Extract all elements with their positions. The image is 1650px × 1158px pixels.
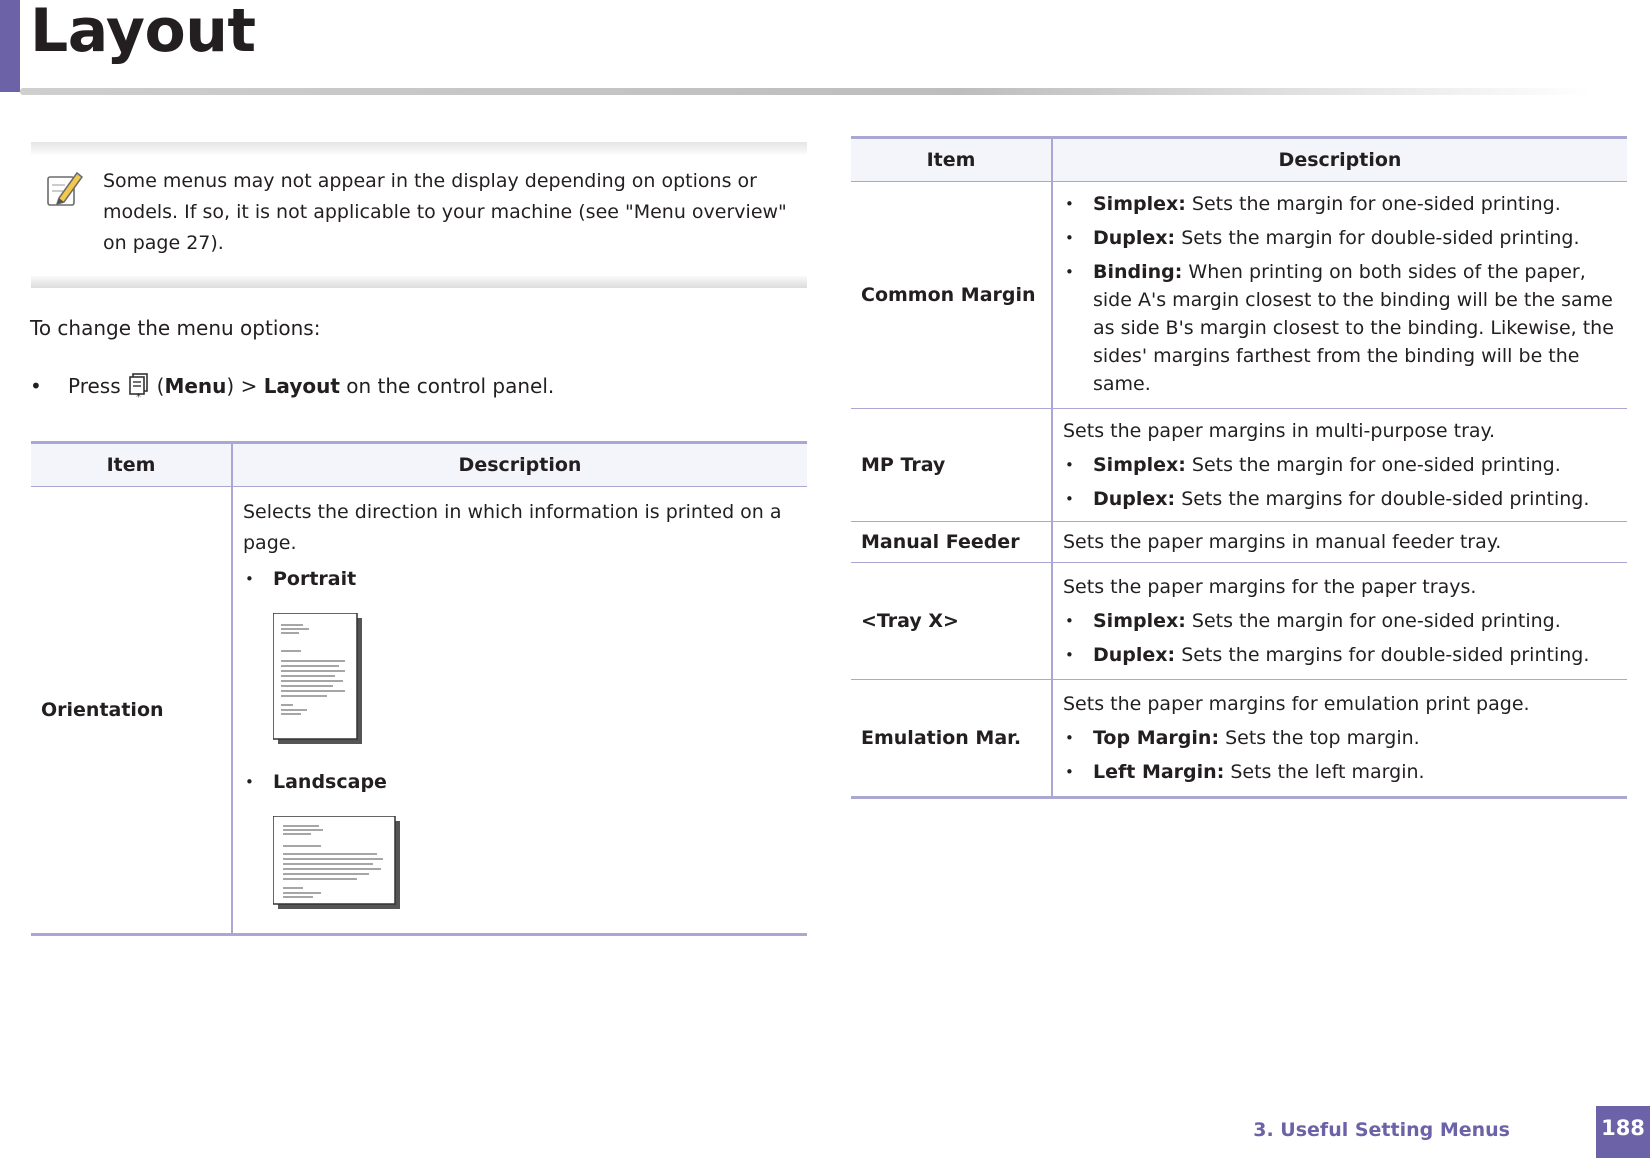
step-open-paren: ( xyxy=(156,374,165,398)
list-item: • Simplex: Sets the margin for one-sided printing. xyxy=(1065,193,1561,215)
table-header-row xyxy=(31,443,807,487)
step-suffix: on the control panel. xyxy=(346,374,555,398)
table-row xyxy=(851,680,1627,798)
header-item: Item xyxy=(31,443,232,487)
bullet-text: Sets the margin for one-sided printing. xyxy=(1191,610,1561,632)
bullet-text: Sets the margin for one-sided printing. xyxy=(1191,454,1561,476)
margin-table xyxy=(851,136,1627,799)
list-item: • Duplex: Sets the margins for double-sided printing. xyxy=(1065,644,1590,666)
row-item-mp-tray: MP Tray xyxy=(851,409,1052,522)
row-item-emulation-mar: Emulation Mar. xyxy=(851,680,1052,798)
row-desc-common-margin xyxy=(1052,182,1627,409)
note-box xyxy=(31,142,807,288)
footer-chapter: 3. Useful Setting Menus xyxy=(1253,1119,1510,1141)
portrait-page-image xyxy=(273,613,365,747)
bullet-label: Top Margin: xyxy=(1093,727,1220,749)
note-text: Some menus may not appear in the display depending on options or models. If so, it is not applicable to your machine (see "Menu overview" on page 27). xyxy=(103,170,787,254)
row-intro: Sets the paper margins in multi-purpose tray. xyxy=(1063,420,1496,442)
bullet-label: Left Margin: xyxy=(1093,761,1225,783)
instruction-lead: To change the menu options: xyxy=(30,316,321,340)
svg-text:*: * xyxy=(135,392,141,400)
bullet-text: Sets the margin for one-sided printing. xyxy=(1191,193,1561,215)
bullet-label: Simplex: xyxy=(1093,454,1186,476)
header-description: Description xyxy=(1052,138,1627,182)
option-landscape-label: Landscape xyxy=(273,771,387,793)
row-item-tray-x: <Tray X> xyxy=(851,563,1052,680)
bullet-label: Duplex: xyxy=(1093,227,1176,249)
list-item: • Simplex: Sets the margin for one-sided printing. xyxy=(1065,454,1561,476)
bullet-text: Sets the left margin. xyxy=(1230,761,1425,783)
list-item: • Simplex: Sets the margin for one-sided printing. xyxy=(1065,610,1561,632)
page-number-badge: 188 xyxy=(1596,1106,1650,1158)
row-desc-orientation xyxy=(232,487,807,935)
table-row xyxy=(851,522,1627,563)
list-item: • Duplex: Sets the margin for double-sided printing. xyxy=(1065,227,1580,249)
bullet-label: Duplex: xyxy=(1093,644,1176,666)
list-item: • Left Margin: Sets the left margin. xyxy=(1065,761,1425,783)
row-item-orientation: Orientation xyxy=(31,487,232,935)
title-underline xyxy=(20,88,1590,95)
bullet-text: Sets the margins for double-sided printing. xyxy=(1181,488,1590,510)
table-row xyxy=(851,182,1627,409)
list-item: • Duplex: Sets the margins for double-sided printing. xyxy=(1065,488,1590,510)
pencil-note-icon xyxy=(45,168,83,208)
table-row xyxy=(851,563,1627,680)
list-item: • Binding: When printing on both sides of the paper, side A's margin closest to the binding will be the same as side B's margin closest to the binding. Likewise, the sides' margins farthest from the binding will be the same. xyxy=(1065,261,1614,395)
table-header-row xyxy=(851,138,1627,182)
row-desc-mp-tray xyxy=(1052,409,1627,522)
step-bullet: • xyxy=(30,374,42,398)
bullet-text: Sets the margins for double-sided printing. xyxy=(1181,644,1590,666)
row-desc-tray-x xyxy=(1052,563,1627,680)
orientation-desc: Selects the direction in which information is printed on a page. xyxy=(243,501,782,554)
landscape-page-image xyxy=(273,816,403,912)
menu-icon xyxy=(127,372,151,400)
bullet-label: Duplex: xyxy=(1093,488,1176,510)
row-desc-emulation-mar xyxy=(1052,680,1627,798)
row-intro: Sets the paper margins for the paper trays. xyxy=(1063,576,1477,598)
instruction-step xyxy=(30,372,554,400)
table-row xyxy=(851,409,1627,522)
header-description: Description xyxy=(232,443,807,487)
step-target-label: Layout xyxy=(263,374,340,398)
bullet-text: When printing on both sides of the paper, side A's margin closest to the binding will be the same as side B's margin closest to the binding. Likewise, the sides' margins farthest from the binding will be the same. xyxy=(1093,261,1614,395)
title-accent-bar xyxy=(0,0,20,92)
bullet-label: Simplex: xyxy=(1093,610,1186,632)
step-menu-label: Menu xyxy=(164,374,227,398)
page-title: Layout xyxy=(30,0,256,66)
bullet-label: Simplex: xyxy=(1093,193,1186,215)
option-portrait: • Portrait xyxy=(243,565,797,593)
list-item: • Top Margin: Sets the top margin. xyxy=(1065,727,1420,749)
step-prefix: Press xyxy=(68,374,121,398)
bullet-text: Sets the margin for double-sided printing. xyxy=(1181,227,1580,249)
table-row xyxy=(31,487,807,935)
row-item-manual-feeder: Manual Feeder xyxy=(851,522,1052,563)
option-portrait-label: Portrait xyxy=(273,568,357,590)
option-landscape: • Landscape xyxy=(243,768,797,796)
orientation-table xyxy=(31,441,807,936)
header-item: Item xyxy=(851,138,1052,182)
note-bottom-band xyxy=(31,276,807,288)
row-item-common-margin: Common Margin xyxy=(851,182,1052,409)
note-top-band xyxy=(31,142,807,154)
step-mid: ) > xyxy=(226,374,258,398)
row-intro: Sets the paper margins for emulation print page. xyxy=(1063,693,1530,715)
bullet-text: Sets the top margin. xyxy=(1225,727,1420,749)
row-desc-manual-feeder xyxy=(1052,522,1627,563)
row-intro: Sets the paper margins in manual feeder tray. xyxy=(1063,531,1502,553)
bullet-label: Binding: xyxy=(1093,261,1183,283)
